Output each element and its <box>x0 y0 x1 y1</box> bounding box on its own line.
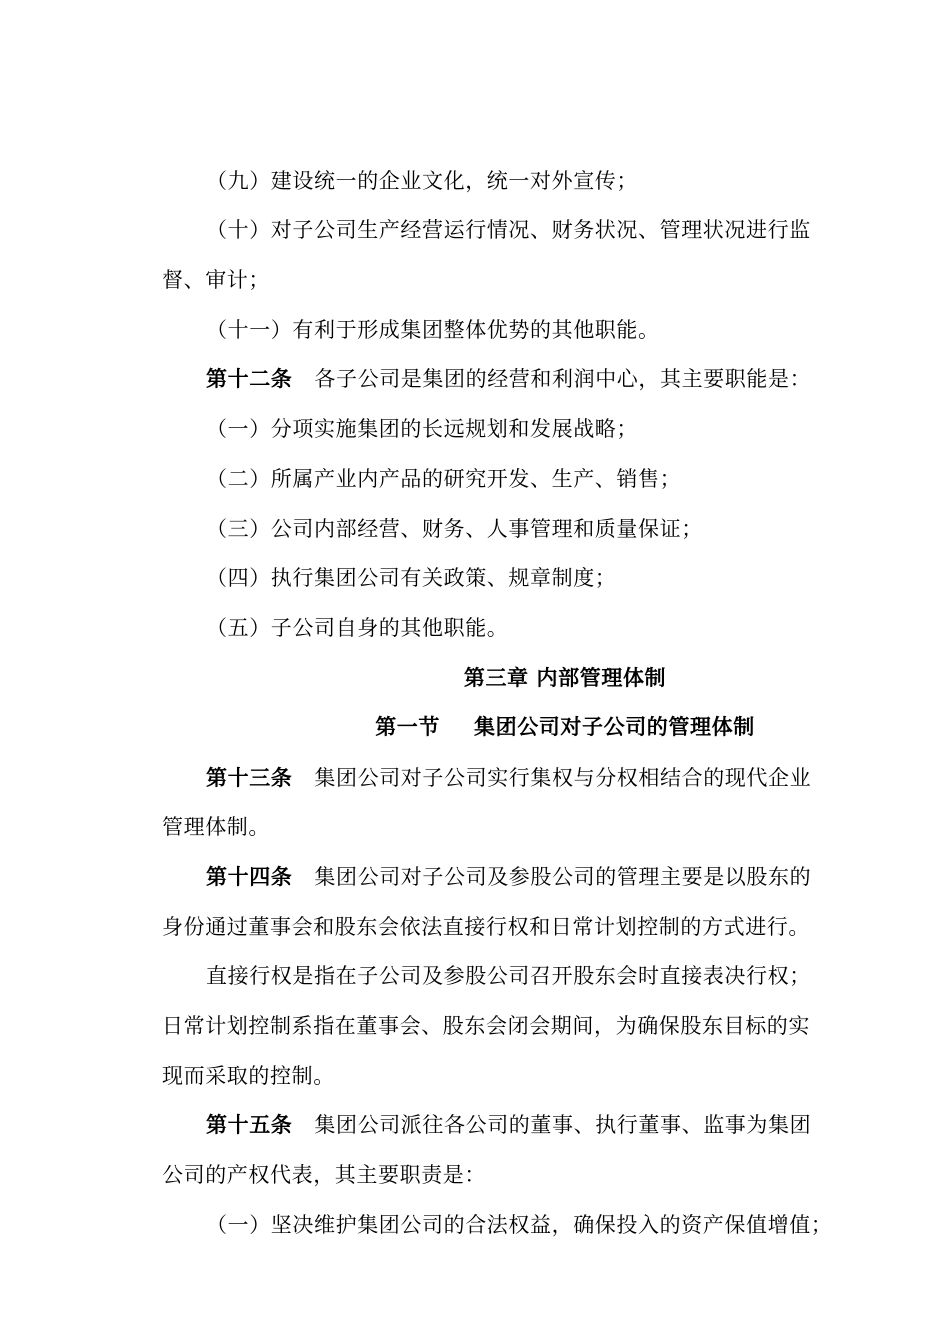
article-13-line1 <box>206 763 886 793</box>
article-15-heading: 第十五条 <box>206 1112 293 1137</box>
list-item: （二）所属产业内产品的研究开发、生产、销售； <box>206 467 682 491</box>
article-14-line1 <box>206 862 886 892</box>
article-13-heading: 第十三条 <box>206 765 293 790</box>
list-item: （一）分项实施集团的长远规划和发展战略； <box>206 417 638 441</box>
article-12-heading: 第十二条 <box>206 366 293 391</box>
article-13-line2: 管理体制。 <box>162 815 270 839</box>
paragraph-item-10-line1: （十）对子公司生产经营运行情况、财务状况、管理状况进行监 <box>206 218 811 242</box>
article-12-text: 各子公司是集团的经营和利润中心，其主要职能是： <box>314 367 812 391</box>
article-15-line2: 公司的产权代表，其主要职责是： <box>162 1163 486 1187</box>
paragraph-item-10-line2: 督、审计； <box>162 268 270 292</box>
article-14-heading: 第十四条 <box>206 864 293 889</box>
chapter-title: 第三章 内部管理体制 <box>463 665 667 690</box>
section-label: 第一节 <box>375 714 440 739</box>
section-title <box>162 712 950 742</box>
list-item: （五）子公司自身的其他职能。 <box>206 616 509 640</box>
paragraph-item-11: （十一）有利于形成集团整体优势的其他职能。 <box>206 318 660 342</box>
direct-exercise-line1: 直接行权是指在子公司及参股公司召开股东会时直接表决行权； <box>206 964 811 988</box>
list-item: （一）坚决维护集团公司的合法权益，确保投入的资产保值增值； <box>206 1213 833 1237</box>
article-12 <box>206 364 886 394</box>
list-item: （三）公司内部经营、财务、人事管理和质量保证； <box>206 517 703 541</box>
direct-exercise-line3: 现而采取的控制。 <box>162 1064 335 1088</box>
direct-exercise-line2: 日常计划控制系指在董事会、股东会闭会期间，为确保股东目标的实 <box>162 1014 810 1038</box>
section-heading: 集团公司对子公司的管理体制 <box>474 714 755 739</box>
article-15-text: 集团公司派往各公司的董事、执行董事、监事为集团 <box>314 1113 812 1137</box>
article-14-line2: 身份通过董事会和股东会依法直接行权和日常计划控制的方式进行。 <box>162 915 810 939</box>
list-item: （四）执行集团公司有关政策、规章制度； <box>206 566 617 590</box>
article-14-text: 集团公司对子公司及参股公司的管理主要是以股东的 <box>314 865 812 889</box>
paragraph-item-9: （九）建设统一的企业文化，统一对外宣传； <box>206 169 638 193</box>
article-13-text: 集团公司对子公司实行集权与分权相结合的现代企业 <box>314 766 812 790</box>
article-15-line1 <box>206 1110 886 1140</box>
